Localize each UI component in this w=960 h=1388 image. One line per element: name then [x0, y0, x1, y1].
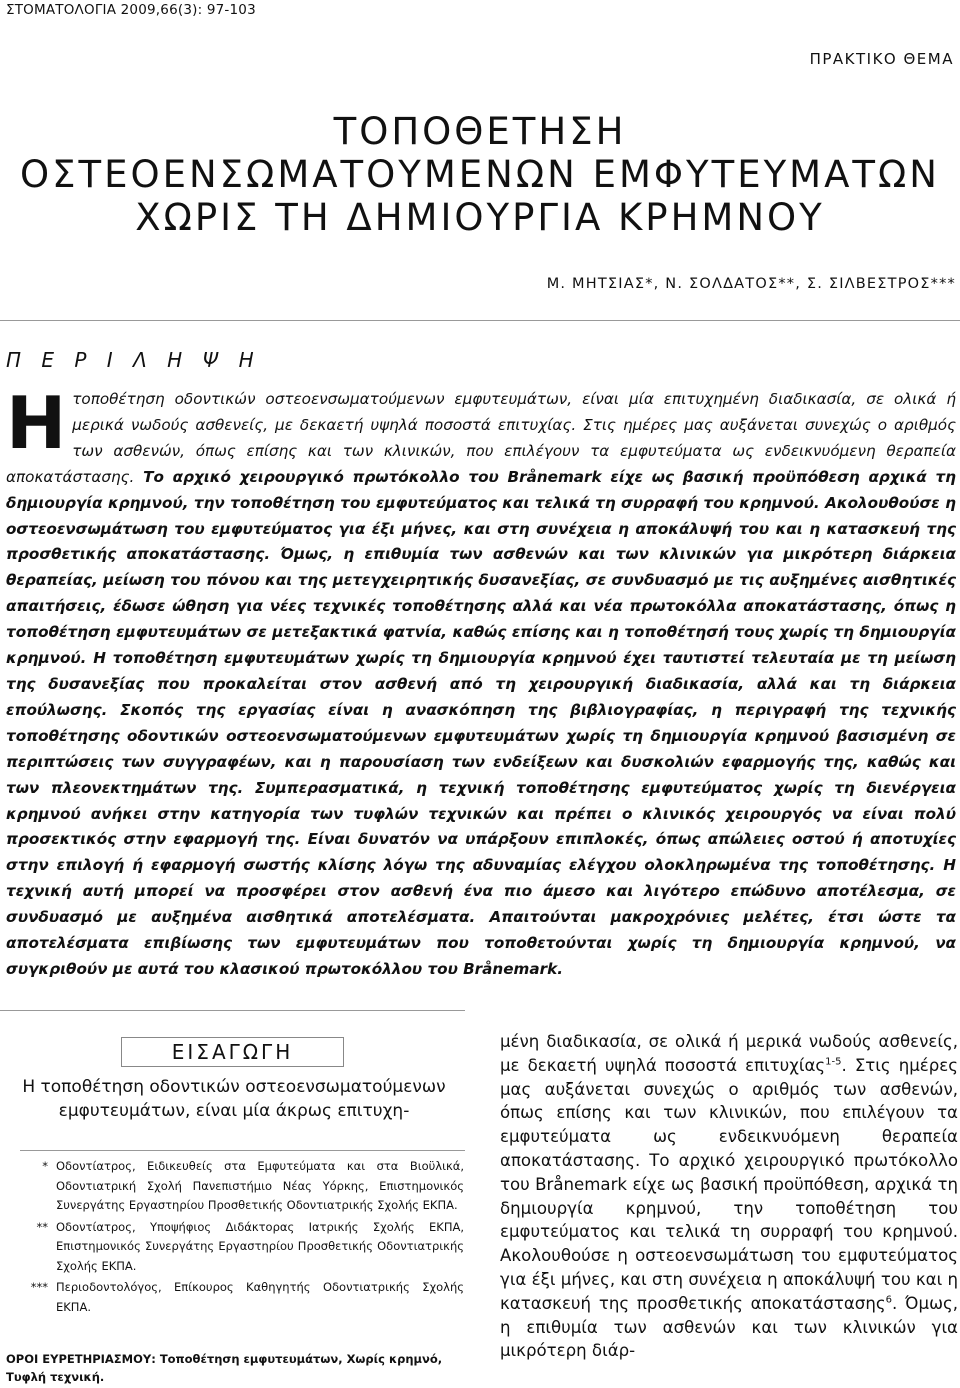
title-line-1: ΤΟΠΟΘΕΤΗΣΗ — [333, 110, 627, 153]
intro-right-part-3: . Όμως, η επιθυμία των ασθενών και των κλινικών για μικρότερη διάρ- — [500, 1293, 958, 1361]
intro-divider — [0, 1010, 465, 1011]
introduction-heading — [0, 1040, 465, 1064]
introduction-left-column: Η τοποθέτηση οδοντικών οστεοενσωματούμενων εμφυτευμάτων, είναι μία άκρως επιτυχη- — [22, 1077, 446, 1121]
footnote-item — [6, 1278, 464, 1317]
footnote-mark: * — [42, 1159, 48, 1173]
intro-right-part-1: μένη διαδικασία, σε ολικά ή μερικά νωδούς ασθενείς, με δεκαετή υψηλά ποσοστά επιτυχίας — [500, 1032, 958, 1075]
title-divider — [0, 320, 960, 321]
footnote-text: Οδοντίατρος, Ειδικευθείς στα Εμφυτεύματα και στα Βιοϋλικά, Οδοντιατρική Σχολή Πανεπιστήμιο Νέας Υόρκης, Επιστημονικός Συνεργάτης Εργαστηρίου Προσθετικής Οδοντιατρικής Σχολής ΕΚΠΑ. — [56, 1159, 464, 1212]
footnote-item — [6, 1157, 464, 1216]
article-title — [0, 110, 960, 239]
abstract-lead: τοποθέτηση οδοντικών οστεοενσωματούμενων εμφυτευμάτων, είναι μία επιτυχημένη διαδικασία, σε ολικά ή μερικά νωδούς ασθενείς, με δεκαετή υψηλά ποσοστά επιτυχίας. Στις ημέρες μας αυξάνεται συνεχώς ο αριθμός των ασθενών, όπως επίσης και των κλινικών, που επιλέγουν τα εμφυτεύματα ως ενδεικνυόμενη θεραπεία αποκατάστασης. — [6, 390, 956, 486]
footnote-mark: ** — [36, 1219, 48, 1234]
citation-ref[interactable]: 6 — [885, 1294, 892, 1306]
intro-right-part-2: . Στις ημέρες μας αυξάνεται συνεχώς ο αριθμός των ασθενών, όπως επίσης και των κλινικών, που επιλέγουν τα εμφυτεύματα ως ενδεικνυόμενη θεραπεία αποκατάστασης. Το αρχικό χειρουργικό πρωτόκολλο του Brånemark είχε ως βασική προϋπόθεση, αρχικά τη δημιουργία κρημνού, την τοποθέτηση του εμφυτεύματος και τελικά τη συρραφή του κρημνού. Ακολουθούσε η οστεοενσωμάτωση του εμφυτεύματος για έξι μήνες, και στη συνέχεια η αποκάλυψή του και η κατασκευή της προσθετικής αποκατάστασης — [500, 1055, 958, 1313]
author-list: Μ. ΜΗΤΣΙΑΣ*, Ν. ΣΟΛΔΑΤΟΣ**, Σ. ΣΙΛΒΕΣΤΡΟΣ*** — [546, 276, 956, 292]
footnote-text: Οδοντίατρος, Υποψήφιος Διδάκτορας Ιατρικής Σχολής ΕΚΠΑ, Επιστημονικός Συνεργάτης Εργαστηρίου Προσθετικής Οδοντιατρικής Σχολής ΕΚΠΑ. — [56, 1219, 464, 1273]
footnote-text: Περιοδοντολόγος, Επίκουρος Καθηγητής Οδοντιατρικής Σχολής ΕΚΠΑ. — [56, 1280, 464, 1314]
abstract-rest: Το αρχικό χειρουργικό πρωτόκολλο του Brånemark είχε ως βασική προϋπόθεση αρχικά τη δημιουργία κρημνού, την τοποθέτηση του εμφυτεύματος και τελικά τη συρραφή του κρημνού. Ακολουθούσε η οστεοενσωμάτωση του εμφυτεύματος για έξι μήνες, και στη συνέχεια η αποκάλυψή του και η κατασκευή της προσθετικής αποκατάστασης. Όμως, η επιθυμία των ασθενών και των κλινικών για μικρότερη διάρκεια θεραπείας, μείωση του πόνου και της μετεγχειρητικής δυσανεξίας, σε συνδυασμό με τις αυξημένες αισθητικές απαιτήσεις, έδωσε ώθηση για νέες τεχνικές τοποθέτησης αλλά και νέα πρωτοκόλλα αποκατάστασης, όπως η τοποθέτηση εμφυτευμάτων σε μετεξακτικά φατνία, καθώς επίσης και η τοποθέτησή τους χωρίς τη δημιουργία κρημνού. Η τοποθέτηση εμφυτευμάτων χωρίς τη δημιουργία κρημνού έχει ταυτιστεί τελευταία με τη μείωση της δυσανεξίας που προκαλείται στον ασθενή από τη χειρουργική διαδικασία, αλλά και τη διάρκεια επούλωσης. Σκοπός της εργασίας είναι η ανασκόπηση της βιβλιογραφίας, η περιγραφή της τεχνικής τοποθέτησης οδοντικών οστεοενσωματούμενων εμφυτευμάτων χωρίς τη δημιουργία κρημνού βασισμένη σε περιπτώσεις των συγγραφέων, και η παρουσίαση των ενδείξεων και δυσκολιών εφαρμογής της, καθώς και των πλεονεκτημάτων της. Συμπερασματικά, η τεχνική τοποθέτησης εμφυτεύματος χωρίς τη διενέργεια κρημνού ανήκει στην κατηγορία των τυφλών τεχνικών και πρέπει ο κλινικός χειρουργός να είναι πολύ προσεκτικός στην εφαρμογή της. Είναι δυνατόν να υπάρξουν επιπλοκές, όπως απώλειες οστού ή αποτυχίες στην επιλογή ή εφαρμογή σωστής κλίσης λόγω της αδυναμίας ελέγχου ολοκληρωμένα της τοποθέτησης. Η τεχνική αυτή μπορεί να προσφέρει στον ασθενή ένα πιο άμεσο και λιγότερο επώδυνο αποτέλεσμα, σε συνδυασμό με αυξημένα αισθητικά αποτελέσματα. Απαιτούνται μακροχρόνιες μελέτες, έτσι ώστε τα αποτελέσματα επιβίωσης των εμφυτευμάτων που τοποθετούνται χωρίς τη δημιουργία κρημνού, να συγκριθούν με αυτά του κλασικού πρωτοκόλλου του Brånemark. — [6, 467, 956, 978]
introduction-right-column — [500, 1030, 958, 1363]
abstract-body — [6, 381, 956, 983]
introduction-heading-text: ΕΙΣΑΓΩΓΗ — [121, 1037, 344, 1067]
footnote-mark: *** — [30, 1280, 48, 1294]
index-terms: ΟΡΟΙ ΕΥΡΕΤΗΡΙΑΣΜΟΥ: Τοποθέτηση εμφυτευμάτων, Χωρίς κρημνό, Τυφλή τεχνική. — [6, 1352, 443, 1384]
abstract-heading: Π Ε Ρ Ι Λ Η Ψ Η — [6, 348, 261, 372]
section-label: ΠΡΑΚΤΙΚΟ ΘΕΜΑ — [809, 50, 954, 68]
journal-citation: ΣΤΟΜΑΤΟΛΟΓΙΑ 2009,66(3): 97-103 — [6, 2, 256, 18]
footnote-item — [6, 1218, 464, 1277]
author-footnotes — [6, 1157, 464, 1319]
title-line-3: ΧΩΡΙΣ ΤΗ ΔΗΜΙΟΥΡΓΙΑ ΚΡΗΜΝΟΥ — [135, 196, 825, 239]
footnotes-divider — [20, 1150, 465, 1151]
abstract-dropcap: Η — [6, 381, 67, 465]
title-line-2: ΟΣΤΕΟΕΝΣΩΜΑΤΟΥΜΕΝΩΝ ΕΜΦΥΤΕΥΜΑΤΩΝ — [20, 153, 940, 196]
citation-ref[interactable]: 1-5 — [825, 1056, 842, 1068]
